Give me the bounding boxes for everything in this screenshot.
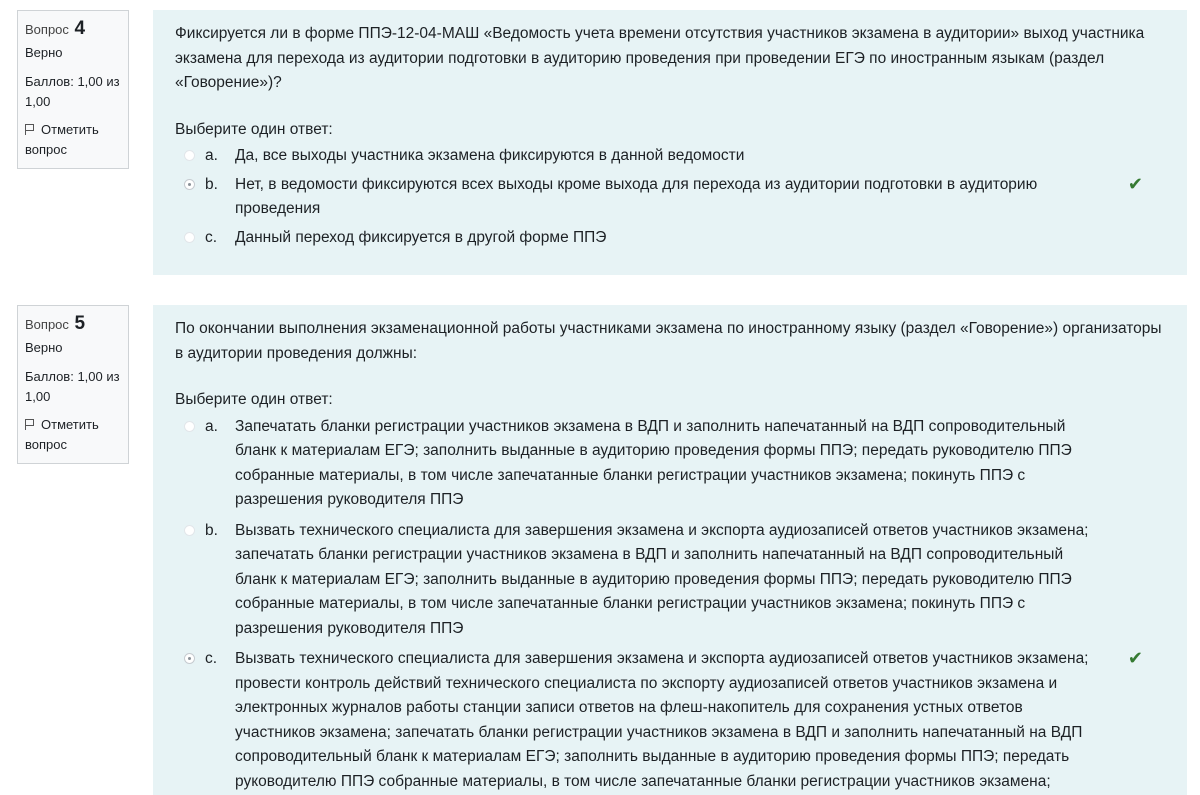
question-number	[25, 19, 120, 40]
answer-radio[interactable]	[184, 150, 195, 161]
flag-icon	[25, 419, 35, 430]
question-content	[153, 10, 1187, 275]
answer-option-b[interactable]	[175, 519, 1165, 642]
answer-option-a[interactable]	[175, 144, 1165, 169]
answer-radio-selected[interactable]	[184, 653, 195, 664]
flag-question-label: Отметить вопрос	[25, 122, 99, 157]
question-label: Вопрос	[25, 22, 69, 37]
flag-question-link[interactable]	[25, 120, 120, 160]
answer-radio-selected[interactable]	[184, 179, 195, 190]
answer-text: Да, все выходы участника экзамена фиксируются в данной ведомости	[235, 147, 745, 164]
question-info	[17, 305, 129, 464]
answer-option-b[interactable]	[175, 173, 1165, 222]
flag-icon	[25, 124, 35, 135]
answer-letter: c.	[205, 650, 218, 667]
flag-question-link[interactable]	[25, 415, 120, 455]
answer-text: Данный переход фиксируется в другой форме ППЭ	[235, 228, 607, 246]
answer-option-c[interactable]	[175, 647, 1165, 794]
answer-radio[interactable]	[184, 525, 195, 536]
answer-option-a[interactable]	[175, 415, 1165, 513]
question-state: Верно	[25, 340, 63, 355]
check-icon: ✔	[1127, 648, 1143, 668]
answer-option-c[interactable]	[175, 226, 1165, 251]
answer-text: Вызвать технического специалиста для завершения экзамена и экспорта аудиозаписей ответов участников экзамена; провести контроль действий технического специалиста по экспорту аудиозаписей ответов участников экзамена и электронных журналов работы станции записи ответов на флеш-накопитель для сохранения устных ответов участников экзамена; запечатать бланки регистрации участников экзамена в ВДП и заполнить напечатанный на ВДП сопроводительный бланк к материалам ЕГЭ; заполнить выданные в аудиторию проведения формы ППЭ; передать руководителю ППЭ собранные материалы, в том числе запечатанные бланки регистрации участников экзамена;	[235, 650, 1089, 790]
question-state: Верно	[25, 45, 63, 60]
question-text: Фиксируется ли в форме ППЭ-12-04-МАШ «Ведомость учета времени отсутствия участников экзамена в аудитории» выход участника экзамена для перехода из аудитории подготовки в аудиторию проведения при проведении ЕГЭ по иностранным языкам (раздел «Говорение»)?	[175, 25, 1145, 91]
answer-letter: a.	[205, 147, 218, 164]
flag-question-label: Отметить вопрос	[25, 417, 99, 452]
question-grade: Баллов: 1,00 из 1,00	[25, 369, 120, 404]
question-number	[25, 314, 120, 335]
question-info	[17, 10, 129, 169]
question-label: Вопрос	[25, 317, 69, 332]
answer-letter: b.	[205, 175, 218, 193]
check-icon: ✔	[1127, 173, 1143, 194]
question-content	[153, 305, 1187, 795]
answer-letter: a.	[205, 417, 218, 435]
answer-text: Вызвать технического специалиста для завершения экзамена и экспорта аудиозаписей ответов участников экзамена; запечатать бланки регистрации участников экзамена в ВДП и заполнить напечатанный на ВДП сопроводительный бланк к материалам ЕГЭ; заполнить выданные в аудиторию проведения формы ППЭ; передать руководителю ППЭ собранные материалы, в том числе запечатанные бланки регистрации участников экзамена; покинуть ППЭ с разрешения руководителя ППЭ	[235, 521, 1089, 637]
question-number-value: 5	[74, 313, 86, 334]
answer-text: Нет, в ведомости фиксируются всех выходы кроме выхода для перехода из аудитории подготовки в аудиторию проведения	[235, 175, 1038, 217]
answer-letter: c.	[205, 228, 218, 246]
question-text: По окончании выполнения экзаменационной работы участниками экзамена по иностранному языку (раздел «Говорение») организаторы в аудитории проведения должны:	[175, 320, 1162, 362]
answer-text: Запечатать бланки регистрации участников экзамена в ВДП и заполнить напечатанный на ВДП сопроводительный бланк к материалам ЕГЭ; заполнить выданные в аудиторию проведения формы ППЭ; передать руководителю ППЭ собранные материалы, в том числе запечатанные бланки регистрации участников экзамена; покинуть ППЭ с разрешения руководителя ППЭ	[235, 417, 1072, 508]
answer-prompt: Выберите один ответ:	[175, 391, 333, 408]
answer-radio[interactable]	[184, 232, 195, 243]
answer-radio[interactable]	[184, 421, 195, 432]
answer-letter: b.	[205, 521, 218, 539]
question-grade: Баллов: 1,00 из 1,00	[25, 74, 120, 109]
question-number-value: 4	[74, 18, 86, 39]
answer-prompt: Выберите один ответ:	[175, 120, 333, 138]
